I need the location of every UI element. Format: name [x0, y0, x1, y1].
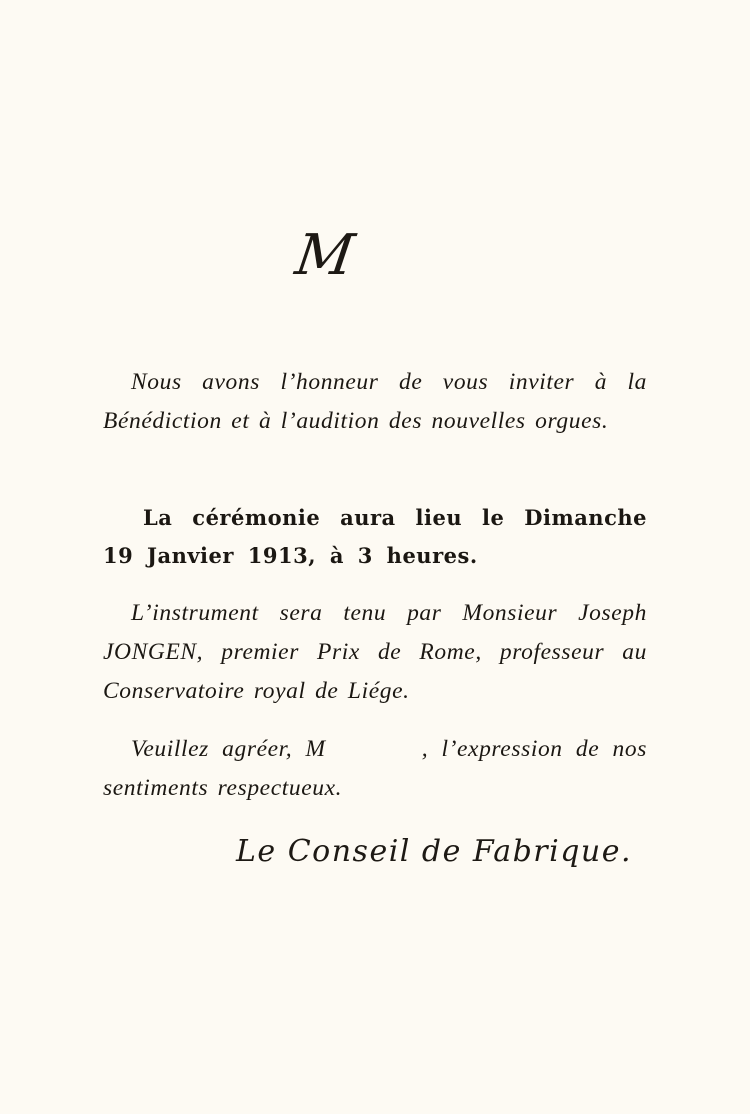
closing-paragraph	[103, 730, 647, 808]
ceremony-date-paragraph: La cérémonie aura lieu le Dimanche 19 Janvier 1913, à 3 heures.	[103, 505, 647, 568]
salutation-monogram: M	[291, 223, 356, 288]
organist-paragraph: L’instrument sera tenu par Monsieur Joseph JONGEN, premier Prix de Rome, professeur au Conservatoire royal de Liége.	[103, 600, 647, 704]
signature: Le Conseil de Fabrique.	[236, 834, 633, 869]
closing-end: , l’expression de nos sentiments respectueux.	[103, 736, 647, 801]
closing-start: Veuillez agréer, M	[131, 736, 326, 762]
invitation-paragraph: Nous avons l’honneur de vous inviter à la Bénédiction et à l’audition des nouvelles orgues.	[103, 369, 647, 434]
